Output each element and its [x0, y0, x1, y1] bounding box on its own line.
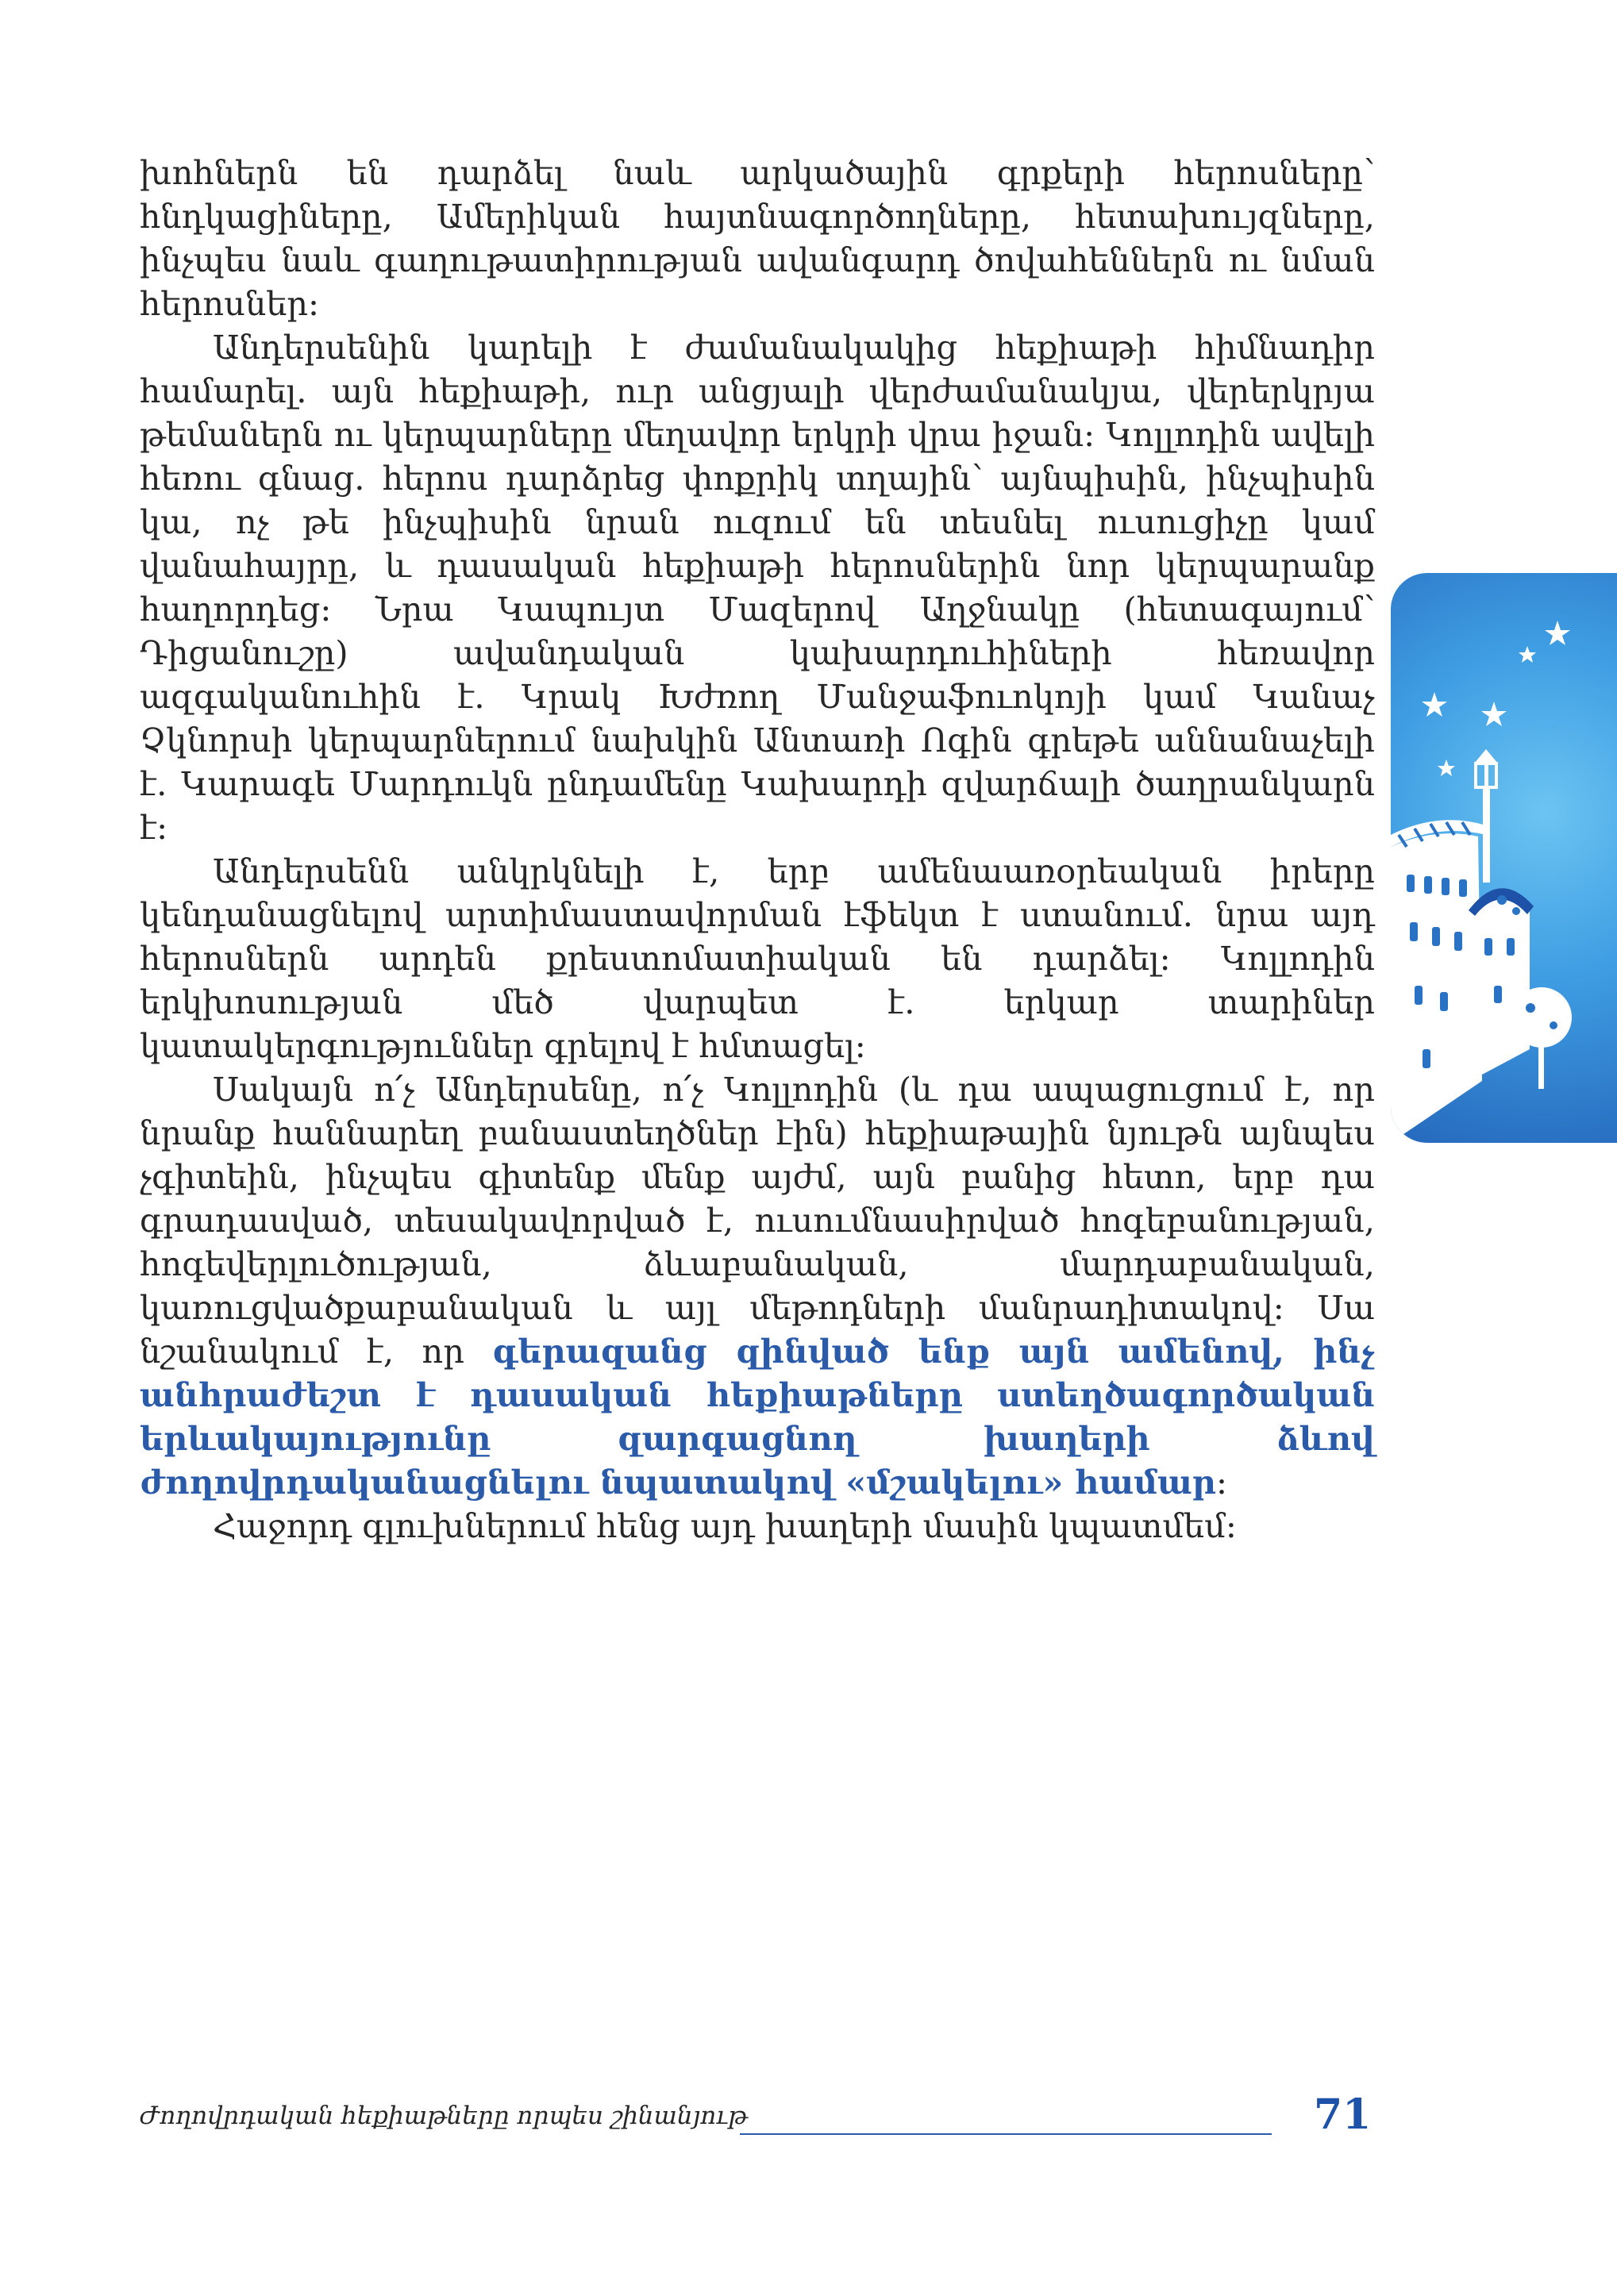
star-icon: [1438, 760, 1455, 776]
footer-caption: Ժողովրդական հեքիաթները որպես շինանյութ: [140, 2102, 748, 2130]
paragraph-1: խոհներն են դարձել նաև արկածային գրքերի հերոսները՝ հնդկացիները, Ամերիկան հայտնագործողները, հետախույզները, ինչպես նաև գաղութատիրության ավանգարդ ծովահեններն ու նման հերոսներ։: [140, 153, 1375, 323]
star-icon: [1519, 646, 1536, 663]
paragraph-5: Հաջորդ գլուխներում հենց այդ խաղերի մասին կպատմեմ։: [213, 1506, 1237, 1545]
paragraph-4-emphasis: գերազանց զինված ենք այն ամենով, ինչ անհրաժեշտ է դասական հեքիաթները ստեղծագործական երևակայությունը զարգացնող խաղերի ձևով ժողովրդականացնելու նպատակով «մշակելու» համար: [140, 1332, 1375, 1502]
paragraph-4: [140, 1067, 1375, 1504]
footer-divider: [740, 2133, 1272, 2135]
paragraph-4-end: ։: [1215, 1463, 1228, 1502]
paragraph-3: Անդերսենն անկրկնելի է, երբ ամենաառօրեական իրերը կենդանացնելով արտիմաստավորման էֆեկտ է ստանում. նրա այդ հերոսներն արդեն քրեստոմատիական են դարձել։ Կոլլոդին երկխոսության մեծ վարպետ է. երկար տարիներ կատակերգություններ գրելով է հմտացել։: [140, 852, 1375, 1065]
paragraph-4-text: Սակայն ո՛չ Անդերսենը, ո՛չ Կոլլոդին (և դա ապացուցում է, որ նրանք հաննարեղ բանաստեղծներ էին) հեքիաթային նյութն այնպես չգիտեին, ինչպես գիտենք մենք այժմ, այն բանից հետո, երբ դա գրադասված, տեսակավորված է, ուսումնասիրված հոգեբանության, հոգեվերլուծության, ձևաբանական, մարդաբանական, կառուցվածքաբանական և այլ մեթոդների մանրադիտակով։ Սա նշանակում է, որ: [140, 1070, 1375, 1371]
main-text: [140, 151, 1375, 1548]
night-tower-illustration: [1391, 573, 1617, 1143]
page-number: 71: [1314, 2090, 1372, 2139]
crescent-moon-icon: [1453, 605, 1518, 694]
star-icon: [1481, 702, 1507, 726]
star-icon: [1545, 621, 1570, 645]
side-illustration-tab: [1391, 573, 1617, 1143]
tree-icon: [1511, 987, 1572, 1089]
paragraph-2: Անդերսենին կարելի է ժամանակակից հեքիաթի հիմնադիր համարել. այն հեքիաթի, ուր անցյալի վերժամանակյա, վերերկրյա թեմաներն ու կերպարները մեղավոր երկրի վրա իջան։ Կոլլոդին ավելի հեռու գնաց. հերոս դարձրեց փոքրիկ տղային՝ այնպիսին, ինչպիսին կա, ոչ թե ինչպիսին նրան ուզում են տեսնել ուսուցիչը կամ վանահայրը, և դասական հեքիաթի հերոսներին նոր կերպարանք հաղորդեց։ Նրա Կապույտ Մազերով Աղջնակը (հետագայում՝ Դիցանուշը) ավանդական կախարդուհիների հեռավոր ազգականուհին է. Կրակ Խժռող Մանջաֆուոկոյի կամ Կանաչ Չկնորսի կերպարներում նախկին Անտառի Ոգին գրեթե աննանաչելի է. Կարագե Մարդուկն ընդամենը Կախարդի զվարճալի ծաղրանկարն է։: [140, 328, 1375, 847]
tower-icon: [1391, 749, 1534, 1143]
star-icon: [1422, 692, 1447, 717]
